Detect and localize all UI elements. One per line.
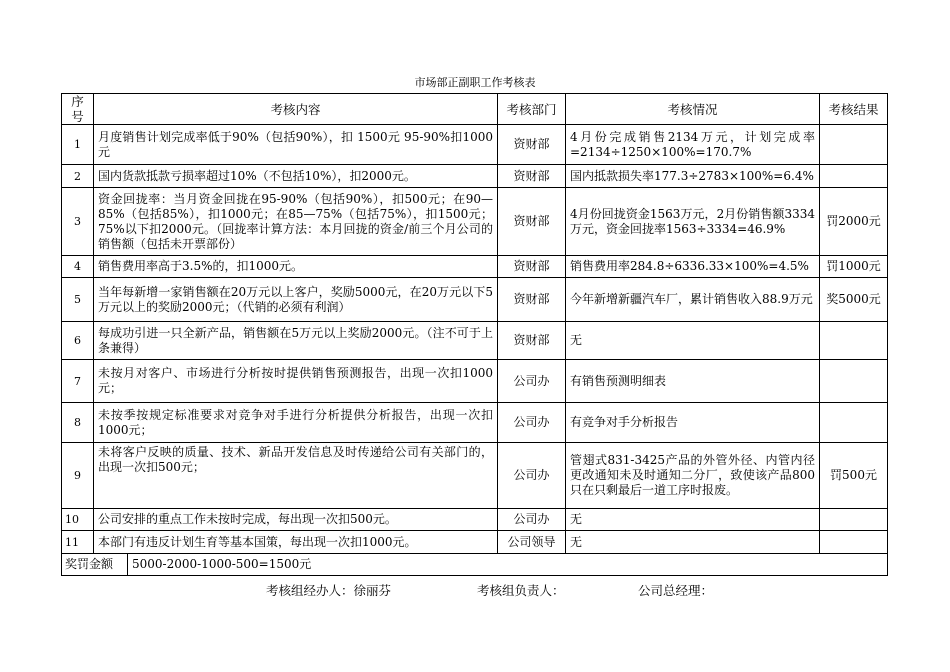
row-dept: 公司办 (498, 360, 566, 403)
table-row (62, 443, 888, 509)
header-content: 考核内容 (94, 94, 498, 125)
row-content: 未将客户反映的质量、技术、新品开发信息及时传递给公司有关部门的，出现一次扣500元； (94, 443, 498, 509)
row-status: 有销售预测明细表 (566, 360, 820, 403)
table-row (62, 165, 888, 188)
row-number: 1 (62, 125, 94, 165)
table-row (62, 403, 888, 443)
table-row (62, 360, 888, 403)
row-result (820, 509, 888, 531)
row-dept: 公司办 (498, 509, 566, 531)
row-result (820, 360, 888, 403)
total-label: 奖罚金额 (62, 554, 128, 575)
row-result (820, 531, 888, 554)
row-number: 11 (62, 531, 94, 554)
total-empty-cell (498, 554, 888, 576)
row-dept: 资财部 (498, 188, 566, 256)
row-dept: 公司办 (498, 403, 566, 443)
row-number: 9 (62, 443, 94, 509)
footer-gm: 公司总经理： (638, 583, 714, 598)
row-number: 5 (62, 278, 94, 322)
row-dept: 资财部 (498, 256, 566, 278)
row-number: 6 (62, 322, 94, 360)
header-dept: 考核部门 (498, 94, 566, 125)
row-result: 罚2000元 (820, 188, 888, 256)
table-row (62, 188, 888, 256)
row-status: 无 (566, 531, 820, 554)
row-number: 10 (62, 509, 94, 531)
assessment-table (61, 93, 888, 576)
row-status: 有竞争对手分析报告 (566, 403, 820, 443)
table-row (62, 509, 888, 531)
row-status: 国内抵款损失率177.3÷2783×100%=6.4% (566, 165, 820, 188)
row-number: 7 (62, 360, 94, 403)
table-row (62, 322, 888, 360)
row-dept: 资财部 (498, 322, 566, 360)
table-row (62, 256, 888, 278)
row-status: 4月份回拢资金1563万元，2月份销售额3334万元，资金回拢率1563÷3334=46.9% (566, 188, 820, 256)
row-number: 4 (62, 256, 94, 278)
row-dept: 公司领导 (498, 531, 566, 554)
row-content: 销售费用率高于3.5%的，扣1000元。 (94, 256, 498, 278)
row-dept: 资财部 (498, 125, 566, 165)
page-title: 市场部正副职工作考核表 (414, 76, 536, 89)
row-result: 罚1000元 (820, 256, 888, 278)
total-cell (62, 554, 498, 576)
table-header-row (62, 94, 888, 125)
table-row (62, 125, 888, 165)
row-content: 本部门有违反计划生育等基本国策，每出现一次扣1000元。 (94, 531, 498, 554)
row-result (820, 165, 888, 188)
row-status: 无 (566, 322, 820, 360)
table-row (62, 531, 888, 554)
row-content: 当年每新增一家销售额在20万元以上客户，奖励5000元，在20万元以下5万元以上的奖励2000元；（代销的必须有利润） (94, 278, 498, 322)
row-dept: 资财部 (498, 278, 566, 322)
row-content: 公司安排的重点工作未按时完成，每出现一次扣500元。 (94, 509, 498, 531)
row-result (820, 125, 888, 165)
row-dept: 资财部 (498, 165, 566, 188)
row-number: 2 (62, 165, 94, 188)
row-content: 未按月对客户、市场进行分析按时提供销售预测报告，出现一次扣1000元； (94, 360, 498, 403)
footer-leader: 考核组负责人： (477, 583, 565, 598)
header-result: 考核结果 (820, 94, 888, 125)
row-number: 8 (62, 403, 94, 443)
row-number: 3 (62, 188, 94, 256)
row-status: 管翅式831-3425产品的外管外径、内管内径更改通知未及时通知二分厂，致使该产品800只在只剩最后一道工序时报废。 (566, 443, 820, 509)
row-content: 资金回拢率：当月资金回拢在95-90%（包括90%），扣500元；在90—85%（包括85%），扣1000元；在85—75%（包括75%），扣1500元；75%以下扣2000元。（回拢率计算方法：本月回拢的资金/前三个月公司的销售额（包括未开票部份） (94, 188, 498, 256)
row-content: 每成功引进一只全新产品，销售额在5万元以上奖励2000元。（注不可于上条兼得） (94, 322, 498, 360)
row-dept: 公司办 (498, 443, 566, 509)
row-status: 今年新增新疆汽车厂，累计销售收入88.9万元 (566, 278, 820, 322)
row-status: 无 (566, 509, 820, 531)
row-result (820, 322, 888, 360)
row-content: 未按季按规定标准要求对竞争对手进行分析提供分析报告，出现一次扣1000元； (94, 403, 498, 443)
header-no: 序号 (62, 94, 94, 125)
row-result: 奖5000元 (820, 278, 888, 322)
header-status: 考核情况 (566, 94, 820, 125)
table-row (62, 278, 888, 322)
row-result (820, 403, 888, 443)
row-result: 罚500元 (820, 443, 888, 509)
row-status: 销售费用率284.8÷6336.33×100%=4.5% (566, 256, 820, 278)
footer-handler: 考核组经办人：徐丽芬 (266, 583, 392, 598)
total-row (62, 554, 888, 576)
row-status: 4月份完成销售2134万元，计划完成率=2134÷1250×100%=170.7% (566, 125, 820, 165)
row-content: 国内货款抵款亏损率超过10%（不包括10%），扣2000元。 (94, 165, 498, 188)
total-value: 5000-2000-1000-500=1500元 (132, 557, 312, 571)
row-content: 月度销售计划完成率低于90%（包括90%），扣 1500元 95-90%扣1000元 (94, 125, 498, 165)
